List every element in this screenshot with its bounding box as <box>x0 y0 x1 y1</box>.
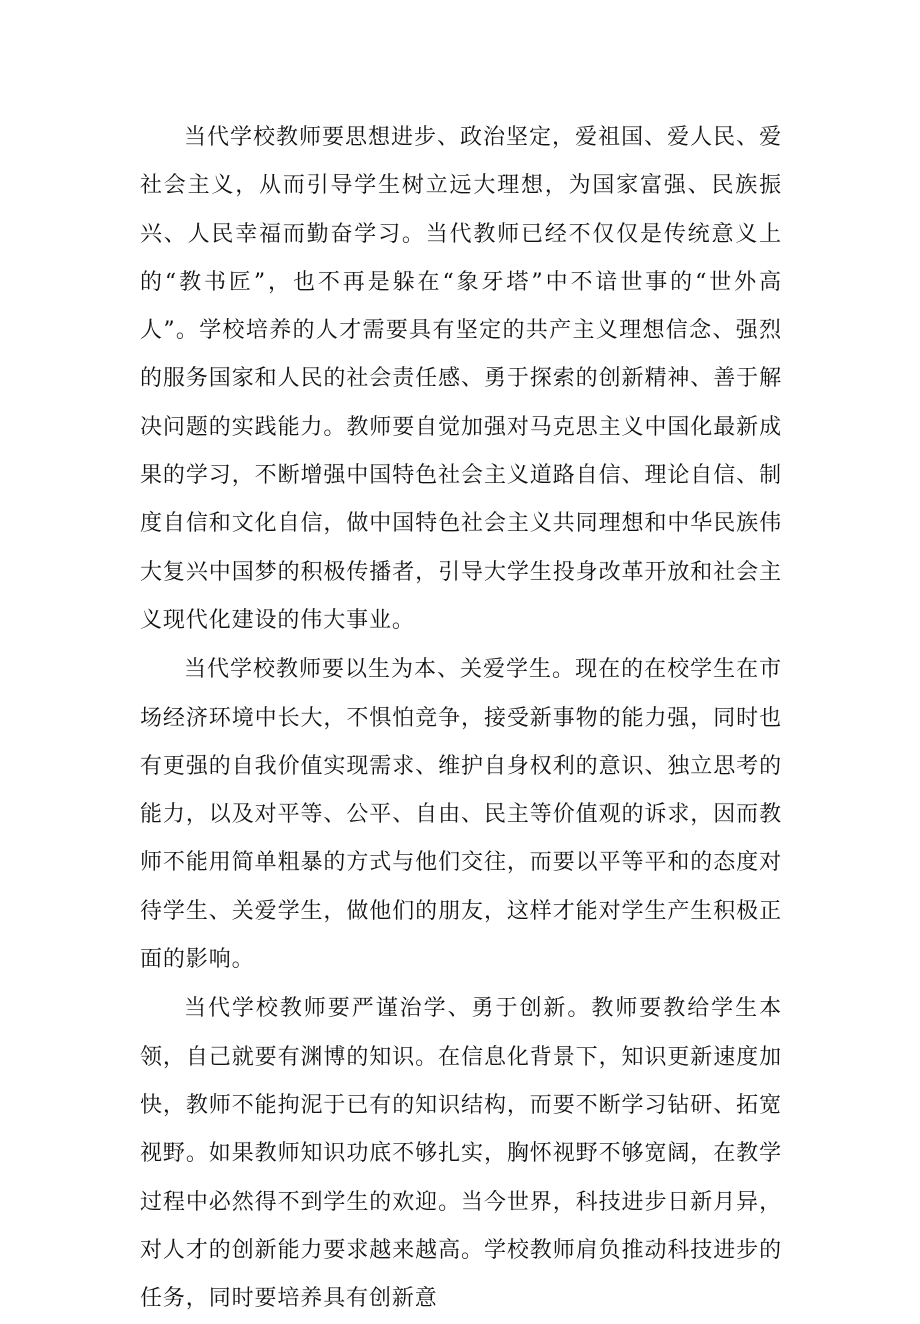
document-body <box>140 114 782 1324</box>
paragraph-2: 当代学校教师要以生为本、关爱学生。现在的在校学生在市场经济环境中长大，不惧怕竞争，接受新事物的能力强，同时也有更强的自我价值实现需求、维护自身权利的意识、独立思考的能力，以及对平等、公平、自由、民主等价值观的诉求，因而教师不能用简单粗暴的方式与他们交往，而要以平等平和的态度对待学生、关爱学生，做他们的朋友，这样才能对学生产生积极正面的影响。 <box>140 657 782 973</box>
paragraph-3: 当代学校教师要严谨治学、勇于创新。教师要教给学生本领，自己就要有渊博的知识。在信息化背景下，知识更新速度加快，教师不能拘泥于已有的知识结构，而要不断学习钻研、拓宽视野。如果教师知识功底不够扎实，胸怀视野不够宽阔，在教学过程中必然得不到学生的欢迎。当今世界，科技进步日新月异，对人才的创新能力要求越来越高。学校教师肩负推动科技进步的任务，同时要培养具有创新意 <box>140 996 782 1312</box>
paragraph-1: 当代学校教师要思想进步、政治坚定，爱祖国、爱人民、爱社会主义，从而引导学生树立远大理想，为国家富强、民族振兴、人民幸福而勤奋学习。当代教师已经不仅仅是传统意义上的“教书匠”，也不再是躲在“象牙塔”中不谙世事的“世外高人”。学校培养的人才需要具有坚定的共产主义理想信念、强烈的服务国家和人民的社会责任感、勇于探索的创新精神、善于解决问题的实践能力。教师要自觉加强对马克思主义中国化最新成果的学习，不断增强中国特色社会主义道路自信、理论自信、制度自信和文化自信，做中国特色社会主义共同理想和中华民族伟大复兴中国梦的积极传播者，引导大学生投身改革开放和社会主义现代化建设的伟大事业。 <box>140 125 782 633</box>
